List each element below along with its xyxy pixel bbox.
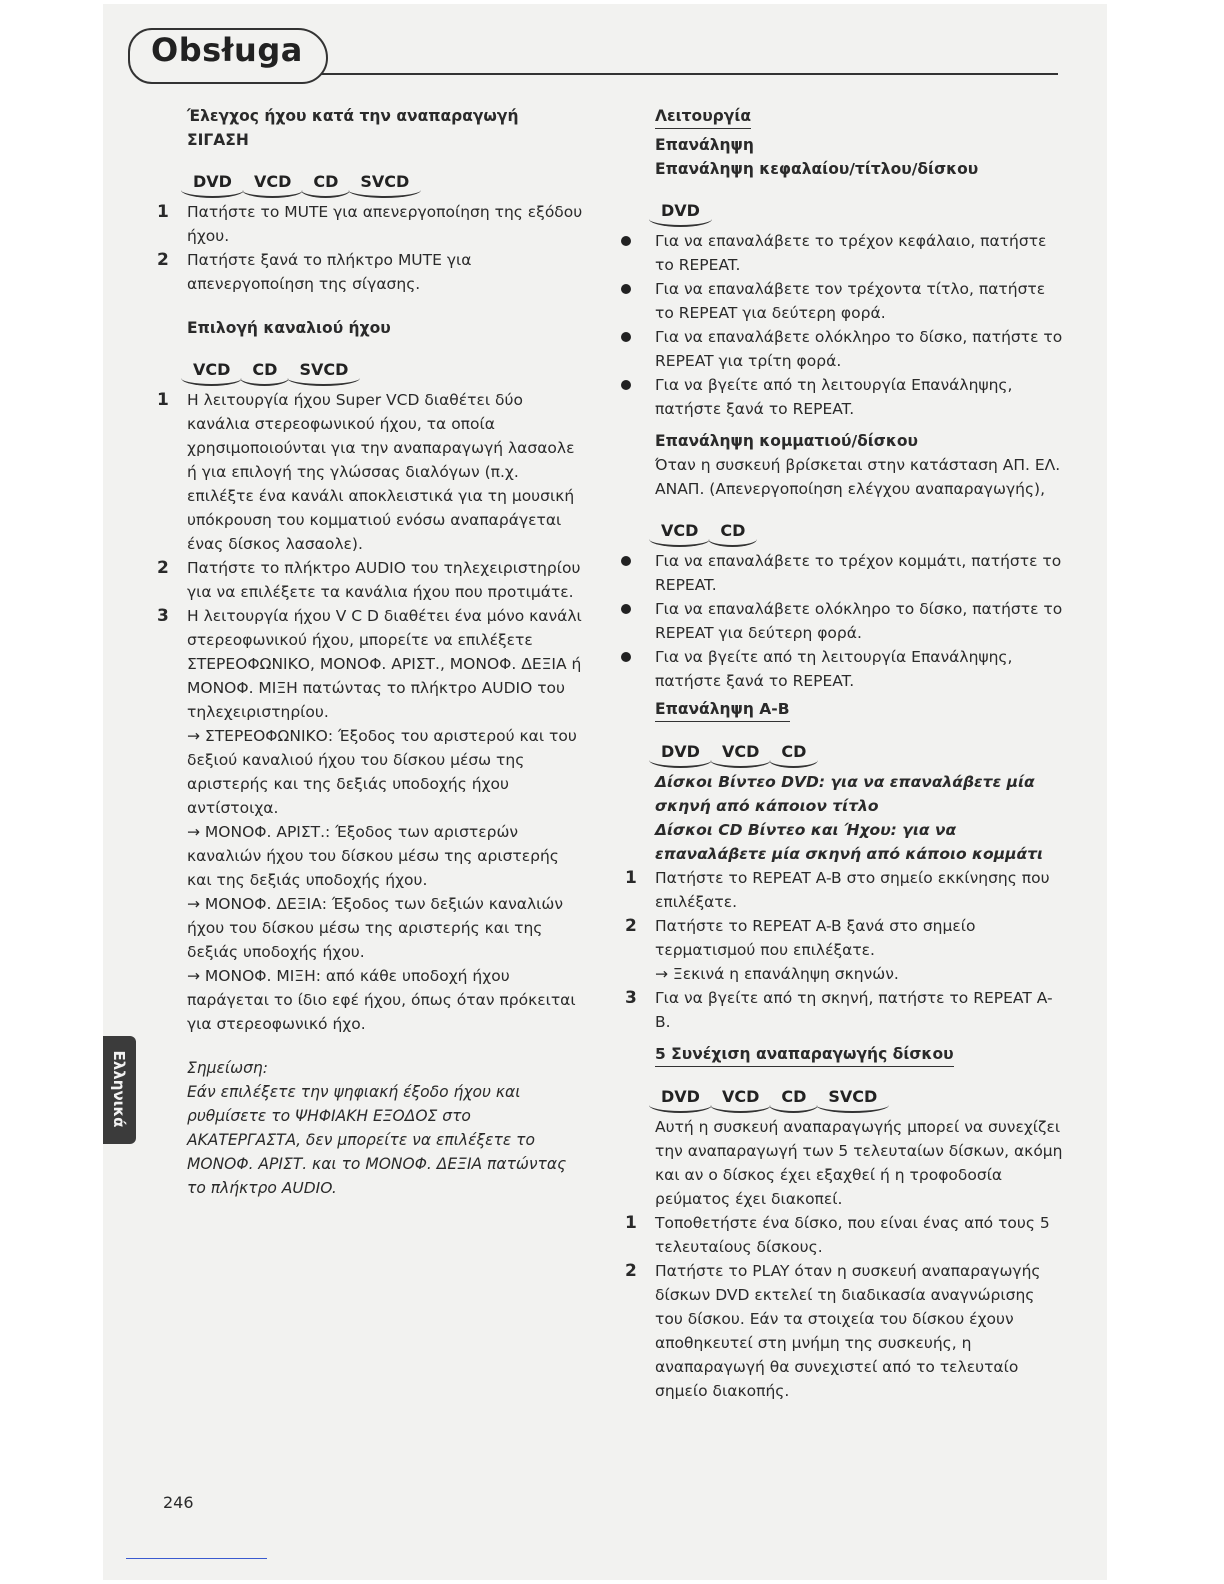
cd-logo: CD <box>775 740 812 764</box>
step-number: 2 <box>157 250 169 270</box>
section-title: Λειτουργία <box>655 104 751 129</box>
dvd-logo: DVD <box>655 740 706 764</box>
step-number: 2 <box>625 916 637 936</box>
step-number: 1 <box>157 390 169 410</box>
vcd-logo: VCD <box>655 519 704 543</box>
note-text: Εάν επιλέξετε την ψηφιακή έξοδο ήχου και ρυθμίσετε το ΨΗΦΙΑΚΗ ΕΞΟΔΟΣ στο ΑΚΑΤΕΡΓΑΣΤΑ, δεν μπορείτε να επιλέξετε το ΜΟΝΟΦ. ΑΡΙΣΤ. και το ΜΟΝΟΦ. ΔΕΞΙΑ πατώντας το πλήκτρο AUDIO. <box>187 1083 567 1197</box>
bullet-text: Για να βγείτε από τη λειτουργία Επανάληψης, πατήστε ξανά το REPEAT. <box>655 648 1013 690</box>
repeat-title: Επανάληψη <box>655 136 754 154</box>
bullet-item <box>655 325 1065 373</box>
step-number: 3 <box>625 988 637 1008</box>
language-tab <box>103 1036 136 1144</box>
bullet-icon <box>621 604 631 614</box>
bullet-item <box>655 549 1065 597</box>
step-text: Η λειτουργία ήχου V C D διαθέτει ένα μόνο κανάλι στερεοφωνικού ήχου, μπορείτε να επιλέξετε ΣΤΕΡΕΟΦΩΝΙΚΟ, ΜΟΝΟΦ. ΑΡΙΣΤ., ΜΟΝΟΦ. ΔΕΞΙΑ ή ΜΟΝΟΦ. ΜΙΞΗ πατώντας το πλήκτρο AUDIO του τηλεχειριστηρίου. <box>187 607 582 721</box>
step-item <box>157 388 587 556</box>
step-text: Η λειτουργία ήχου Super VCD διαθέτει δύο κανάλια στερεοφωνικού ήχου, τα οποία χρησιμοποιούνται για την αναπαραγωγή λασαολε ή για επιλογή της γλώσσας διαλόγων (π.χ. επιλέξτε ένα κανάλι αποκλειστικά για τη μουσική υπόκρουση του κομματιού ενόσω αναπαράγεται ένας δίσκος λασαολε). <box>187 391 575 553</box>
disc-logos <box>187 154 587 194</box>
bullet-text: Για να βγείτε από τη λειτουργία Επανάληψης, πατήστε ξανά το REPEAT. <box>655 376 1013 418</box>
step-text: Πατήστε ξανά το πλήκτρο MUTE για απενεργοποίηση της σίγασης. <box>187 251 472 293</box>
vcd-logo: VCD <box>716 1085 765 1109</box>
vcd-logo: VCD <box>248 170 297 194</box>
svcd-logo: SVCD <box>354 170 415 194</box>
bullet-text: Για να επαναλάβετε ολόκληρο το δίσκο, πατήστε το REPEAT για τρίτη φορά. <box>655 328 1063 370</box>
step-item <box>625 914 1065 986</box>
bullet-item <box>655 277 1065 325</box>
dvd-logo: DVD <box>655 1085 706 1109</box>
dvd-logo: DVD <box>187 170 238 194</box>
arrow-note: → ΣΤΕΡΕΟΦΩΝΙΚΟ: Έξοδος του αριστερού και του δεξιού καναλιού ήχου του δίσκου μέσω της αριστερής και της δεξιάς υποδοχής ήχου αντίστοιχα. <box>187 727 577 817</box>
language-label: Ελληνικά <box>110 1050 128 1128</box>
bullet-icon <box>621 236 631 246</box>
step-text: Πατήστε το MUTE για απενεργοποίηση της εξόδου ήχου. <box>187 203 583 245</box>
cd-logo: CD <box>714 519 751 543</box>
step-number: 1 <box>157 202 169 222</box>
repeat-chapter-title: Επανάληψη κεφαλαίου/τίτλου/δίσκου <box>655 160 979 178</box>
bullet-icon <box>621 556 631 566</box>
page-number: 246 <box>163 1493 194 1512</box>
step-text: Πατήστε το πλήκτρο AUDIO του τηλεχειριστηρίου για να επιλέξετε τα κανάλια ήχου που προτιμάτε. <box>187 559 581 601</box>
left-column <box>157 104 587 1200</box>
step-item <box>157 200 587 248</box>
vcd-logo: VCD <box>187 358 236 382</box>
mute-subtitle: ΣΙΓΑΣΗ <box>187 131 249 149</box>
step-number: 2 <box>625 1261 637 1281</box>
bullet-text: Για να επαναλάβετε το τρέχον κομμάτι, πατήστε το REPEAT. <box>655 552 1062 594</box>
step-text: Τοποθετήστε ένα δίσκο, που είναι ένας από τους 5 τελευταίους δίσκους. <box>655 1214 1050 1256</box>
step-number: 3 <box>157 606 169 626</box>
step-number: 1 <box>625 868 637 888</box>
bullet-item <box>655 597 1065 645</box>
svcd-logo: SVCD <box>293 358 354 382</box>
step-number: 2 <box>157 558 169 578</box>
resume-title: 5 Συνέχιση αναπαραγωγής δίσκου <box>655 1042 954 1067</box>
repeat-track-text: Όταν η συσκευή βρίσκεται στην κατάσταση ΑΠ. ΕΛ. ΑΝΑΠ. (Απενεργοποίηση ελέγχου αναπαραγωγής), <box>655 456 1061 498</box>
bullet-text: Για να επαναλάβετε ολόκληρο το δίσκο, πατήστε το REPEAT για δεύτερη φορά. <box>655 600 1063 642</box>
arrow-note: → Ξεκινά η επανάληψη σκηνών. <box>655 965 899 983</box>
arrow-note: → ΜΟΝΟΦ. ΜΙΞΗ: από κάθε υποδοχή ήχου παράγεται το ίδιο εφέ ήχου, όπως όταν πρόκειται για στερεοφωνικό ήχο. <box>187 967 576 1033</box>
arrow-note: → ΜΟΝΟΦ. ΑΡΙΣΤ.: Έξοδος των αριστερών καναλιών ήχου του δίσκου μέσω της αριστερής και της δεξιάς υποδοχής ήχου. <box>187 823 559 889</box>
bullet-text: Για να επαναλάβετε τον τρέχοντα τίτλο, πατήστε το REPEAT για δεύτερη φορά. <box>655 280 1046 322</box>
bullet-text: Για να επαναλάβετε το τρέχον κεφάλαιο, πατήστε το REPEAT. <box>655 232 1047 274</box>
step-item <box>157 556 587 604</box>
ab-title: Επανάληψη A-B <box>655 697 790 722</box>
header-rule <box>307 73 1058 75</box>
step-item <box>157 248 587 296</box>
bullet-icon <box>621 284 631 294</box>
disc-logos <box>655 503 1065 543</box>
step-item <box>157 604 587 1036</box>
bullet-item <box>655 373 1065 421</box>
repeat-track-title: Επανάληψη κομματιού/δίσκου <box>655 432 919 450</box>
resume-text: Αυτή η συσκευή αναπαραγωγής μπορεί να συνεχίζει την αναπαραγωγή των 5 τελευταίων δίσκων, ακόμη και αν ο δίσκος έχει εξαχθεί ή η τροφοδοσία ρεύματος έχει διακοπεί. <box>655 1118 1063 1208</box>
step-item <box>625 1211 1065 1259</box>
right-column <box>625 104 1065 1403</box>
step-text: Για να βγείτε από τη σκηνή, πατήστε το REPEAT A-B. <box>655 989 1053 1031</box>
disc-logos <box>187 342 587 382</box>
step-item <box>625 866 1065 914</box>
disc-logos <box>655 724 1065 764</box>
bullet-icon <box>621 652 631 662</box>
bottom-line <box>126 1558 267 1559</box>
cd-logo: CD <box>307 170 344 194</box>
step-text: Πατήστε το PLAY όταν η συσκευή αναπαραγωγής δίσκων DVD εκτελεί τη διαδικασία αναγνώρισης του δίσκου. Εάν τα στοιχεία του δίσκου έχουν αποθηκευτεί στη μνήμη της συσκευής, η αναπαραγωγή θα συνεχιστεί από το τελευταίο σημείο διακοπής. <box>655 1262 1041 1400</box>
note-title: Σημείωση: <box>187 1059 268 1077</box>
mute-title: Έλεγχος ήχου κατά την αναπαραγωγή <box>187 107 519 125</box>
step-item <box>625 1259 1065 1403</box>
step-number: 1 <box>625 1213 637 1233</box>
step-item <box>625 986 1065 1034</box>
cd-logo: CD <box>246 358 283 382</box>
arrow-note: → ΜΟΝΟΦ. ΔΕΞΙΑ: Έξοδος των δεξιών καναλιών ήχου του δίσκου μέσω της αριστερής και της δεξιάς υποδοχής ήχου. <box>187 895 564 961</box>
disc-logos <box>655 183 1065 223</box>
svcd-logo: SVCD <box>822 1085 883 1109</box>
ab-desc: Δίσκοι Βίντεο DVD: για να επαναλάβετε μία σκηνή από κάποιον τίτλο <box>655 773 1035 815</box>
vcd-logo: VCD <box>716 740 765 764</box>
bullet-item <box>655 645 1065 693</box>
dvd-logo: DVD <box>655 199 706 223</box>
cd-logo: CD <box>775 1085 812 1109</box>
bullet-icon <box>621 332 631 342</box>
bullet-item <box>655 229 1065 277</box>
ab-desc: Δίσκοι CD Βίντεο και Ήχου: για να επαναλάβετε μία σκηνή από κάποιο κομμάτι <box>655 821 1044 863</box>
step-text: Πατήστε το REPEAT A-B ξανά στο σημείο τερματισμού που επιλέξατε. <box>655 917 976 959</box>
step-text: Πατήστε το REPEAT A-B στο σημείο εκκίνησης που επιλέξατε. <box>655 869 1050 911</box>
channel-title: Επιλογή καναλιού ήχου <box>187 319 391 337</box>
bullet-icon <box>621 380 631 390</box>
disc-logos <box>655 1069 1065 1109</box>
page-title: Obsługa <box>151 31 303 69</box>
